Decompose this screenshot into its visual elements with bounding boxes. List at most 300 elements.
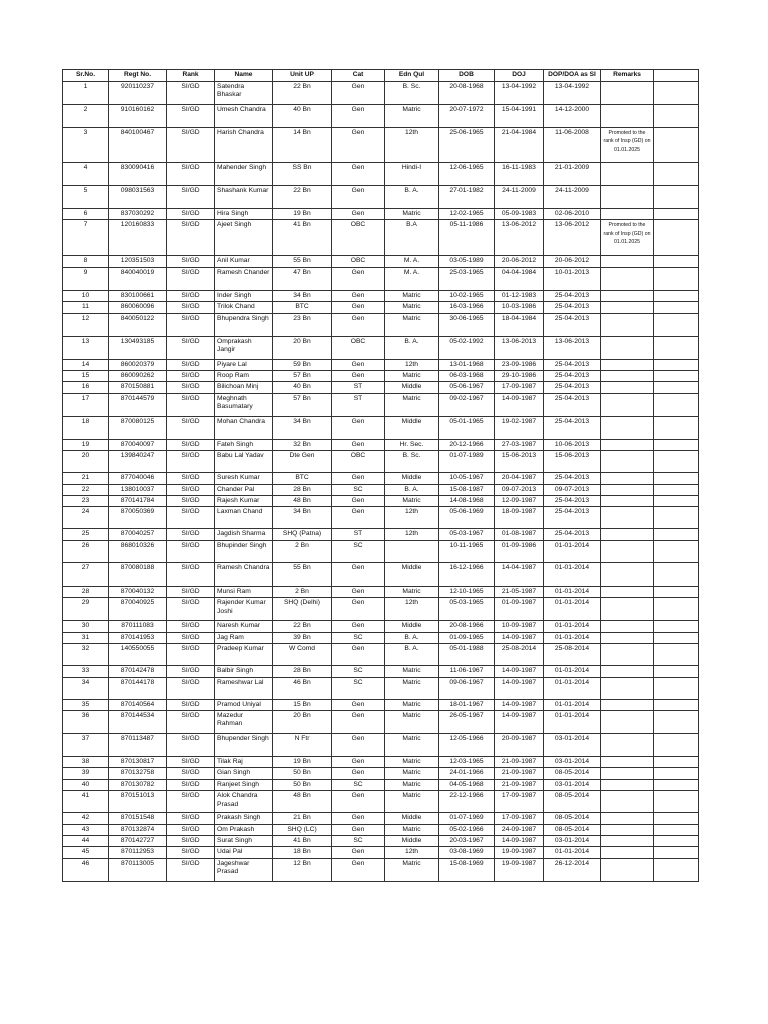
cell-srno: 18 — [63, 416, 109, 439]
cell-unit: 50 Bn — [273, 768, 332, 779]
cell-srno: 36 — [63, 710, 109, 733]
cell-cat: Gen — [332, 473, 385, 484]
cell-name: Fateh Singh — [215, 439, 273, 450]
cell-extra — [654, 267, 699, 290]
cell-edn-qul: Matric — [385, 710, 439, 733]
cell-cat: Gen — [332, 813, 385, 824]
cell-extra — [654, 768, 699, 779]
cell-extra — [654, 666, 699, 677]
cell-name: Trilok Chand — [215, 302, 273, 313]
cell-extra — [654, 439, 699, 450]
cell-rank: SI/GD — [167, 484, 215, 495]
cell-regt-no: 870141784 — [109, 496, 167, 507]
cell-name: Mohan Chandra — [215, 416, 273, 439]
cell-srno: 45 — [63, 847, 109, 858]
cell-srno: 38 — [63, 756, 109, 767]
cell-srno: 15 — [63, 371, 109, 382]
cell-doj: 21-04-1984 — [495, 128, 544, 163]
cell-regt-no: 870150881 — [109, 382, 167, 393]
table-row — [63, 768, 699, 779]
cell-dop: 08-05-2014 — [544, 768, 601, 779]
cell-edn-qul: 12th — [385, 847, 439, 858]
cell-cat: Gen — [332, 562, 385, 586]
cell-srno: 41 — [63, 791, 109, 813]
cell-unit: 55 Bn — [273, 256, 332, 267]
cell-doj: 29-10-1986 — [495, 371, 544, 382]
cell-dop: 01-01-2014 — [544, 677, 601, 699]
cell-doj: 13-06-2013 — [495, 336, 544, 359]
cell-regt-no: 840040019 — [109, 267, 167, 290]
cell-edn-qul: Middle — [385, 835, 439, 846]
cell-unit: 19 Bn — [273, 209, 332, 220]
table-row — [63, 644, 699, 666]
cell-dob: 05-02-1966 — [439, 824, 495, 835]
cell-extra — [654, 858, 699, 881]
cell-unit: BTC — [273, 473, 332, 484]
cell-dob: 25-06-1965 — [439, 128, 495, 163]
table-row — [63, 791, 699, 813]
cell-edn-qul: Matric — [385, 677, 439, 699]
cell-extra — [654, 621, 699, 632]
cell-rank: SI/GD — [167, 586, 215, 597]
cell-regt-no: 870112953 — [109, 847, 167, 858]
cell-extra — [654, 393, 699, 416]
cell-dob: 26-05-1967 — [439, 710, 495, 733]
cell-dob: 05-11-1986 — [439, 220, 495, 256]
cell-edn-qul: Matric — [385, 302, 439, 313]
cell-doj: 20-06-2012 — [495, 256, 544, 267]
cell-remarks — [601, 666, 654, 677]
cell-regt-no: 870151013 — [109, 791, 167, 813]
cell-cat: Gen — [332, 359, 385, 370]
cell-remarks: Promoted to the rank of Insp (GD) on 01.01.2025 — [601, 128, 654, 163]
col-header-doj: DOJ — [495, 70, 544, 82]
cell-rank: SI/GD — [167, 699, 215, 710]
cell-edn-qul: Middle — [385, 382, 439, 393]
cell-dop: 01-01-2014 — [544, 699, 601, 710]
cell-regt-no: 840050122 — [109, 313, 167, 336]
cell-name: Mahender Singh — [215, 163, 273, 186]
cell-doj: 05-09-1983 — [495, 209, 544, 220]
cell-extra — [654, 163, 699, 186]
cell-dop: 01-01-2014 — [544, 598, 601, 621]
cell-srno: 42 — [63, 813, 109, 824]
cell-srno: 29 — [63, 598, 109, 621]
cell-edn-qul: 12th — [385, 507, 439, 529]
cell-name: Harish Chandra — [215, 128, 273, 163]
cell-name: Inder Singh — [215, 290, 273, 301]
table-row — [63, 416, 699, 439]
cell-dob: 15-08-1987 — [439, 484, 495, 495]
cell-remarks — [601, 586, 654, 597]
cell-unit: 23 Bn — [273, 313, 332, 336]
cell-name: Suresh Kumar — [215, 473, 273, 484]
cell-cat: SC — [332, 677, 385, 699]
cell-unit: 48 Bn — [273, 496, 332, 507]
cell-unit: 2 Bn — [273, 586, 332, 597]
cell-dop: 25-04-2013 — [544, 507, 601, 529]
cell-doj: 01-08-1987 — [495, 529, 544, 540]
cell-srno: 1 — [63, 82, 109, 105]
cell-dop: 03-01-2014 — [544, 733, 601, 756]
cell-extra — [654, 128, 699, 163]
cell-dob: 01-07-1989 — [439, 451, 495, 473]
cell-name: Jag Ram — [215, 632, 273, 643]
cell-dop: 25-04-2013 — [544, 473, 601, 484]
cell-cat: Gen — [332, 128, 385, 163]
cell-dop: 25-04-2013 — [544, 529, 601, 540]
cell-regt-no: 870040925 — [109, 598, 167, 621]
cell-regt-no: 860090262 — [109, 371, 167, 382]
cell-rank: SI/GD — [167, 644, 215, 666]
table-row — [63, 484, 699, 495]
cell-dob: 12-03-1965 — [439, 756, 495, 767]
cell-dob: 16-03-1966 — [439, 302, 495, 313]
cell-remarks — [601, 256, 654, 267]
cell-doj: 04-04-1984 — [495, 267, 544, 290]
cell-doj: 20-09-1987 — [495, 733, 544, 756]
cell-edn-qul: B. Sc. — [385, 451, 439, 473]
cell-regt-no: 870113487 — [109, 733, 167, 756]
cell-dob: 12-10-1965 — [439, 586, 495, 597]
cell-srno: 23 — [63, 496, 109, 507]
cell-name: Bhupendra Singh — [215, 313, 273, 336]
cell-regt-no: 870130817 — [109, 756, 167, 767]
cell-regt-no: 868010326 — [109, 540, 167, 562]
cell-edn-qul: M. A. — [385, 267, 439, 290]
cell-cat: Gen — [332, 710, 385, 733]
cell-rank: SI/GD — [167, 540, 215, 562]
cell-cat: OBC — [332, 256, 385, 267]
cell-cat: Gen — [332, 290, 385, 301]
cell-srno: 28 — [63, 586, 109, 597]
table-row — [63, 439, 699, 450]
cell-edn-qul: Matric — [385, 666, 439, 677]
cell-name: Piyare Lal — [215, 359, 273, 370]
cell-rank: SI/GD — [167, 710, 215, 733]
cell-srno: 9 — [63, 267, 109, 290]
cell-cat: SC — [332, 540, 385, 562]
cell-extra — [654, 677, 699, 699]
cell-name: Balbir Singh — [215, 666, 273, 677]
table-row — [63, 393, 699, 416]
cell-edn-qul: Matric — [385, 779, 439, 790]
cell-edn-qul: Matric — [385, 824, 439, 835]
cell-rank: SI/GD — [167, 621, 215, 632]
cell-remarks — [601, 313, 654, 336]
cell-dob: 16-12-1966 — [439, 562, 495, 586]
cell-dob: 01-07-1969 — [439, 813, 495, 824]
table-row — [63, 382, 699, 393]
cell-unit: 18 Bn — [273, 847, 332, 858]
cell-dob: 20-08-1966 — [439, 621, 495, 632]
cell-unit: 14 Bn — [273, 128, 332, 163]
cell-remarks: Promoted to the rank of Insp (GD) on 01.01.2025 — [601, 220, 654, 256]
cell-dop: 26-12-2014 — [544, 858, 601, 881]
cell-regt-no: 870080125 — [109, 416, 167, 439]
cell-doj: 19-02-1987 — [495, 416, 544, 439]
table-row — [63, 105, 699, 128]
cell-dob: 05-01-1965 — [439, 416, 495, 439]
cell-cat: Gen — [332, 699, 385, 710]
cell-cat: Gen — [332, 824, 385, 835]
cell-cat: OBC — [332, 451, 385, 473]
cell-rank: SI/GD — [167, 858, 215, 881]
cell-edn-qul: B. A. — [385, 484, 439, 495]
cell-name: Pradeep Kumar — [215, 644, 273, 666]
cell-regt-no: 870111083 — [109, 621, 167, 632]
cell-dop: 25-04-2013 — [544, 290, 601, 301]
cell-dop: 01-01-2014 — [544, 562, 601, 586]
cell-rank: SI/GD — [167, 768, 215, 779]
cell-unit: SS Bn — [273, 163, 332, 186]
cell-dob: 15-08-1969 — [439, 858, 495, 881]
cell-rank: SI/GD — [167, 163, 215, 186]
cell-cat: Gen — [332, 621, 385, 632]
table-row — [63, 540, 699, 562]
cell-remarks — [601, 699, 654, 710]
cell-rank: SI/GD — [167, 302, 215, 313]
cell-cat: Gen — [332, 163, 385, 186]
header-row — [63, 70, 699, 82]
cell-cat: SC — [332, 484, 385, 495]
table-row — [63, 220, 699, 256]
cell-srno: 46 — [63, 858, 109, 881]
cell-srno: 30 — [63, 621, 109, 632]
cell-unit: 47 Bn — [273, 267, 332, 290]
cell-regt-no: 870040097 — [109, 439, 167, 450]
cell-cat: Gen — [332, 756, 385, 767]
cell-extra — [654, 473, 699, 484]
cell-doj: 14-09-1987 — [495, 710, 544, 733]
cell-regt-no: 120351503 — [109, 256, 167, 267]
cell-unit: 22 Bn — [273, 186, 332, 209]
cell-rank: SI/GD — [167, 791, 215, 813]
cell-doj: 18-04-1984 — [495, 313, 544, 336]
cell-srno: 27 — [63, 562, 109, 586]
cell-srno: 8 — [63, 256, 109, 267]
cell-dop: 03-01-2014 — [544, 835, 601, 846]
cell-regt-no: 870144178 — [109, 677, 167, 699]
cell-dop: 20-06-2012 — [544, 256, 601, 267]
cell-extra — [654, 586, 699, 597]
cell-cat: OBC — [332, 220, 385, 256]
cell-dob: 09-02-1967 — [439, 393, 495, 416]
cell-regt-no: 870040132 — [109, 586, 167, 597]
cell-dop: 25-04-2013 — [544, 382, 601, 393]
cell-remarks — [601, 473, 654, 484]
cell-name: Umesh Chandra — [215, 105, 273, 128]
cell-doj: 14-09-1987 — [495, 835, 544, 846]
cell-dop: 25-08-2014 — [544, 644, 601, 666]
cell-edn-qul: B. A. — [385, 632, 439, 643]
cell-cat: Gen — [332, 507, 385, 529]
cell-rank: SI/GD — [167, 382, 215, 393]
cell-srno: 32 — [63, 644, 109, 666]
cell-extra — [654, 824, 699, 835]
cell-extra — [654, 382, 699, 393]
cell-rank: SI/GD — [167, 416, 215, 439]
cell-extra — [654, 209, 699, 220]
cell-remarks — [601, 336, 654, 359]
cell-dop: 08-05-2014 — [544, 813, 601, 824]
cell-name: Jageshwar Prasad — [215, 858, 273, 881]
cell-srno: 6 — [63, 209, 109, 220]
cell-name: Meghnath Basumatary — [215, 393, 273, 416]
cell-dob: 12-06-1965 — [439, 163, 495, 186]
cell-rank: SI/GD — [167, 439, 215, 450]
cell-rank: SI/GD — [167, 290, 215, 301]
cell-name: Shashank Kumar — [215, 186, 273, 209]
cell-edn-qul: Matric — [385, 733, 439, 756]
cell-doj: 15-04-1991 — [495, 105, 544, 128]
cell-dob: 10-02-1965 — [439, 290, 495, 301]
cell-edn-qul: B. A. — [385, 644, 439, 666]
cell-regt-no: 840100467 — [109, 128, 167, 163]
cell-dop: 25-04-2013 — [544, 416, 601, 439]
cell-dob: 10-05-1967 — [439, 473, 495, 484]
cell-cat: Gen — [332, 733, 385, 756]
cell-extra — [654, 540, 699, 562]
cell-rank: SI/GD — [167, 562, 215, 586]
cell-regt-no: 870130782 — [109, 779, 167, 790]
cell-edn-qul: B.A — [385, 220, 439, 256]
table-row — [63, 359, 699, 370]
cell-regt-no: 870132758 — [109, 768, 167, 779]
cell-dop: 21-01-2009 — [544, 163, 601, 186]
cell-regt-no: 860020379 — [109, 359, 167, 370]
cell-edn-qul: Matric — [385, 768, 439, 779]
cell-unit: W Comd — [273, 644, 332, 666]
cell-doj: 14-09-1987 — [495, 677, 544, 699]
cell-doj: 15-06-2013 — [495, 451, 544, 473]
cell-doj: 21-09-1987 — [495, 779, 544, 790]
cell-extra — [654, 105, 699, 128]
cell-doj: 17-09-1987 — [495, 813, 544, 824]
cell-name: Ramesh Chander — [215, 267, 273, 290]
cell-regt-no: 138010037 — [109, 484, 167, 495]
cell-cat: OBC — [332, 336, 385, 359]
col-header-rank: Rank — [167, 70, 215, 82]
cell-rank: SI/GD — [167, 496, 215, 507]
cell-unit: 20 Bn — [273, 336, 332, 359]
cell-cat: ST — [332, 382, 385, 393]
cell-doj: 16-11-1983 — [495, 163, 544, 186]
cell-unit: 41 Bn — [273, 220, 332, 256]
cell-rank: SI/GD — [167, 256, 215, 267]
cell-edn-qul: Matric — [385, 290, 439, 301]
cell-unit: 19 Bn — [273, 756, 332, 767]
cell-remarks — [601, 768, 654, 779]
cell-unit: 32 Bn — [273, 439, 332, 450]
cell-extra — [654, 371, 699, 382]
cell-cat: Gen — [332, 416, 385, 439]
cell-name: Ramesh Chandra — [215, 562, 273, 586]
cell-rank: SI/GD — [167, 105, 215, 128]
table-row — [63, 451, 699, 473]
table-row — [63, 302, 699, 313]
cell-srno: 35 — [63, 699, 109, 710]
cell-rank: SI/GD — [167, 756, 215, 767]
cell-name: Bhupinder Singh — [215, 540, 273, 562]
cell-srno: 26 — [63, 540, 109, 562]
cell-extra — [654, 359, 699, 370]
col-header-dop: DOP/DOA as SI — [544, 70, 601, 82]
cell-unit: 40 Bn — [273, 105, 332, 128]
cell-name: Munsi Ram — [215, 586, 273, 597]
cell-remarks — [601, 847, 654, 858]
cell-extra — [654, 313, 699, 336]
cell-dop: 03-01-2014 — [544, 779, 601, 790]
table-row — [63, 710, 699, 733]
cell-dop: 14-12-2000 — [544, 105, 601, 128]
cell-srno: 37 — [63, 733, 109, 756]
cell-remarks — [601, 359, 654, 370]
cell-srno: 16 — [63, 382, 109, 393]
cell-dob: 04-05-1968 — [439, 779, 495, 790]
cell-remarks — [601, 824, 654, 835]
col-header-remarks: Remarks — [601, 70, 654, 82]
cell-regt-no: 130493185 — [109, 336, 167, 359]
cell-dob: 30-06-1965 — [439, 313, 495, 336]
cell-rank: SI/GD — [167, 209, 215, 220]
cell-remarks — [601, 677, 654, 699]
cell-srno: 21 — [63, 473, 109, 484]
cell-remarks — [601, 186, 654, 209]
cell-remarks — [601, 496, 654, 507]
col-header-unit: Unit UP — [273, 70, 332, 82]
cell-doj: 13-06-2012 — [495, 220, 544, 256]
cell-dop: 01-01-2014 — [544, 666, 601, 677]
cell-cat: ST — [332, 529, 385, 540]
cell-regt-no: 877040046 — [109, 473, 167, 484]
cell-edn-qul: Matric — [385, 371, 439, 382]
cell-dob: 12-02-1965 — [439, 209, 495, 220]
cell-dop: 25-04-2013 — [544, 302, 601, 313]
cell-dop: 10-01-2013 — [544, 267, 601, 290]
cell-doj: 10-09-1987 — [495, 621, 544, 632]
cell-srno: 10 — [63, 290, 109, 301]
table-row — [63, 336, 699, 359]
cell-cat: Gen — [332, 209, 385, 220]
cell-dob: 25-03-1965 — [439, 267, 495, 290]
cell-extra — [654, 756, 699, 767]
cell-unit: 55 Bn — [273, 562, 332, 586]
cell-cat: Gen — [332, 302, 385, 313]
cell-doj: 17-09-1987 — [495, 791, 544, 813]
cell-regt-no: 120160833 — [109, 220, 167, 256]
cell-edn-qul: Middle — [385, 416, 439, 439]
cell-doj: 14-09-1987 — [495, 393, 544, 416]
cell-cat: ST — [332, 393, 385, 416]
cell-edn-qul: Matric — [385, 313, 439, 336]
cell-dop: 01-01-2014 — [544, 621, 601, 632]
cell-unit: 46 Bn — [273, 677, 332, 699]
cell-unit: 39 Bn — [273, 632, 332, 643]
cell-doj: 24-11-2009 — [495, 186, 544, 209]
table-row — [63, 824, 699, 835]
cell-doj: 14-09-1987 — [495, 666, 544, 677]
cell-rank: SI/GD — [167, 451, 215, 473]
cell-regt-no: 870144579 — [109, 393, 167, 416]
cell-dob: 11-06-1967 — [439, 666, 495, 677]
col-header-regt-no: Regt No. — [109, 70, 167, 82]
cell-doj: 01-09-1986 — [495, 540, 544, 562]
cell-remarks — [601, 621, 654, 632]
cell-rank: SI/GD — [167, 82, 215, 105]
cell-regt-no: 830100661 — [109, 290, 167, 301]
cell-dop: 08-05-2014 — [544, 791, 601, 813]
